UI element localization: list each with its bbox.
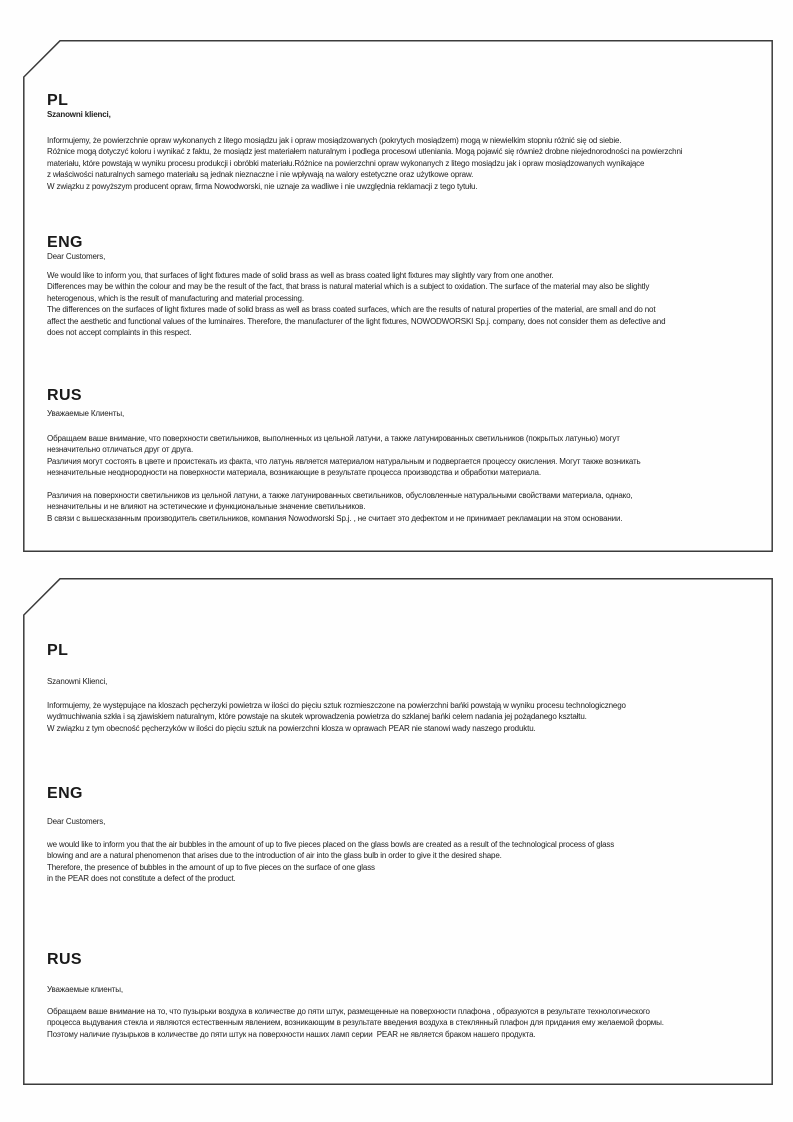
notice-text-rus: Обращаем ваше внимание на то, что пузырьки воздуха в количестве до пяти штук, размещенные на поверхности плафона , образуются в результате технологического процесса выдувания стекла и являются естественным явлением, возникающим в результате введения воздуха в стеклянный плафон для придания ему желаемой формы. Поэтому наличие пузырьков в количестве до пяти штук на поверхности наших ламп серии PEAR не является браком нашего продукта. (47, 1007, 664, 1039)
salutation-pl: Szanowni Klienci, (47, 677, 108, 686)
salutation-rus: Уважаемые Клиенты, (47, 409, 125, 418)
language-heading-rus: RUS (47, 951, 82, 968)
notice-text-pl: Informujemy, że występujące na kloszach pęcherzyki powietrza w ilości do pięciu sztuk rozmieszczone na powierzchni bańki powstają w wyniku procesu technologicznego wydmuchiwania szkła i są zjawiskiem naturalnym, które powstaje na skutek wprowadzenia powietrza do szklanej bańki celem nadania jej pożądanego kształtu. W związku z tym obecność pęcherzyków w ilości do pięciu sztuk na powierzchni klosza w oprawach PEAR nie stanowi wady naszego produktu. (47, 701, 626, 733)
salutation-pl: Szanowni klienci, (47, 110, 111, 119)
notice-panel-brass (23, 40, 773, 552)
notice-panel-pear (23, 578, 773, 1085)
notice-text-eng: We would like to inform you, that surfaces of light fixtures made of solid brass as well as brass coated light fixtures may slightly vary from one another. Differences may be within the colour and may be the result of the fact, that brass is natural material which is a subject to oxidation. The surface of the material may also be slightly heterogenous, which is the result of manufacturing and material processing. The differences on the surfaces of light fixtures made of solid brass as well as brass coated surfaces, which are the results of natural properties of the material, are small and do not affect the aesthetic and functional values of the luminaires. Therefore, the manufacturer of the light fixtures, NOWODWORSKI Sp.j. company, does not consider them as defective and does not accept complaints in this respect. (47, 271, 666, 338)
salutation-rus: Уважаемые клиенты, (47, 985, 123, 994)
notice-text-eng: we would like to inform you that the air bubbles in the amount of up to five pieces placed on the glass bowls are created as a result of the technological process of glass blowing and are a natural phenomenon that arises due to the introduction of air into the glass bulb in order to give it the desired shape. Therefore, the presence of bubbles in the amount of up to five pieces on the surface of one glass in the PEAR does not constitute a defect of the product. (47, 840, 615, 884)
language-heading-pl: PL (47, 642, 69, 659)
salutation-eng: Dear Customers, (47, 252, 106, 261)
salutation-eng: Dear Customers, (47, 817, 106, 826)
language-heading-rus: RUS (47, 387, 82, 404)
language-heading-pl: PL (47, 92, 69, 109)
notice-text-pl: Informujemy, że powierzchnie opraw wykonanych z litego mosiądzu jak i opraw mosiądzowanych (pokrytych mosiądzem) mogą w niewielkim stopniu różnić się od siebie. Różnice mogą dotyczyć koloru i wynikać z faktu, że mosiądz jest materiałem naturalnym i podlega procesowi utleniania. Mogą pojawić się również drobne niejednorodności na powierzchni materiału, które powstają w wyniku procesu produkcji i obróbki materiału.Różnice na powierzchni opraw wykonanych z litego mosiądzu jak i opraw mosiądzowanych wynikające z właściwości naturalnych samego materiału są jednak nieznaczne i nie wpływają na walory estetyczne oraz użytkowe opraw. W związku z powyższym producent opraw, firma Nowodworski, nie uznaje za wadliwe i nie uwzględnia reklamacji z tego tytułu. (47, 136, 683, 191)
language-heading-eng: ENG (47, 785, 83, 802)
language-heading-eng: ENG (47, 234, 83, 251)
notice-text-rus: Обращаем ваше внимание, что поверхности светильников, выполненных из цельной латуни, а также латунированных светильников (покрытых латунью) могут незначительно отличаться друг от друга. Различия могут состоять в цвете и проистекать из факта, что латунь является материалом натуральным и подвергается процессу окисления. Могут также возникать незначительные неоднородности на поверхности материала, возникающие в результате процесса производства и обработки материала. Различия на поверхности светильников из цельной латуни, а также латунированных светильников, обусловленные натуральными свойствами материала, однако, незначительны и не влияют на эстетические и функциональные значение светильников. В связи с вышесказанным производитель светильников, компания Nowodworski Sp.j. , не считает это дефектом и не принимает рекламации на этом основании. (47, 434, 641, 523)
